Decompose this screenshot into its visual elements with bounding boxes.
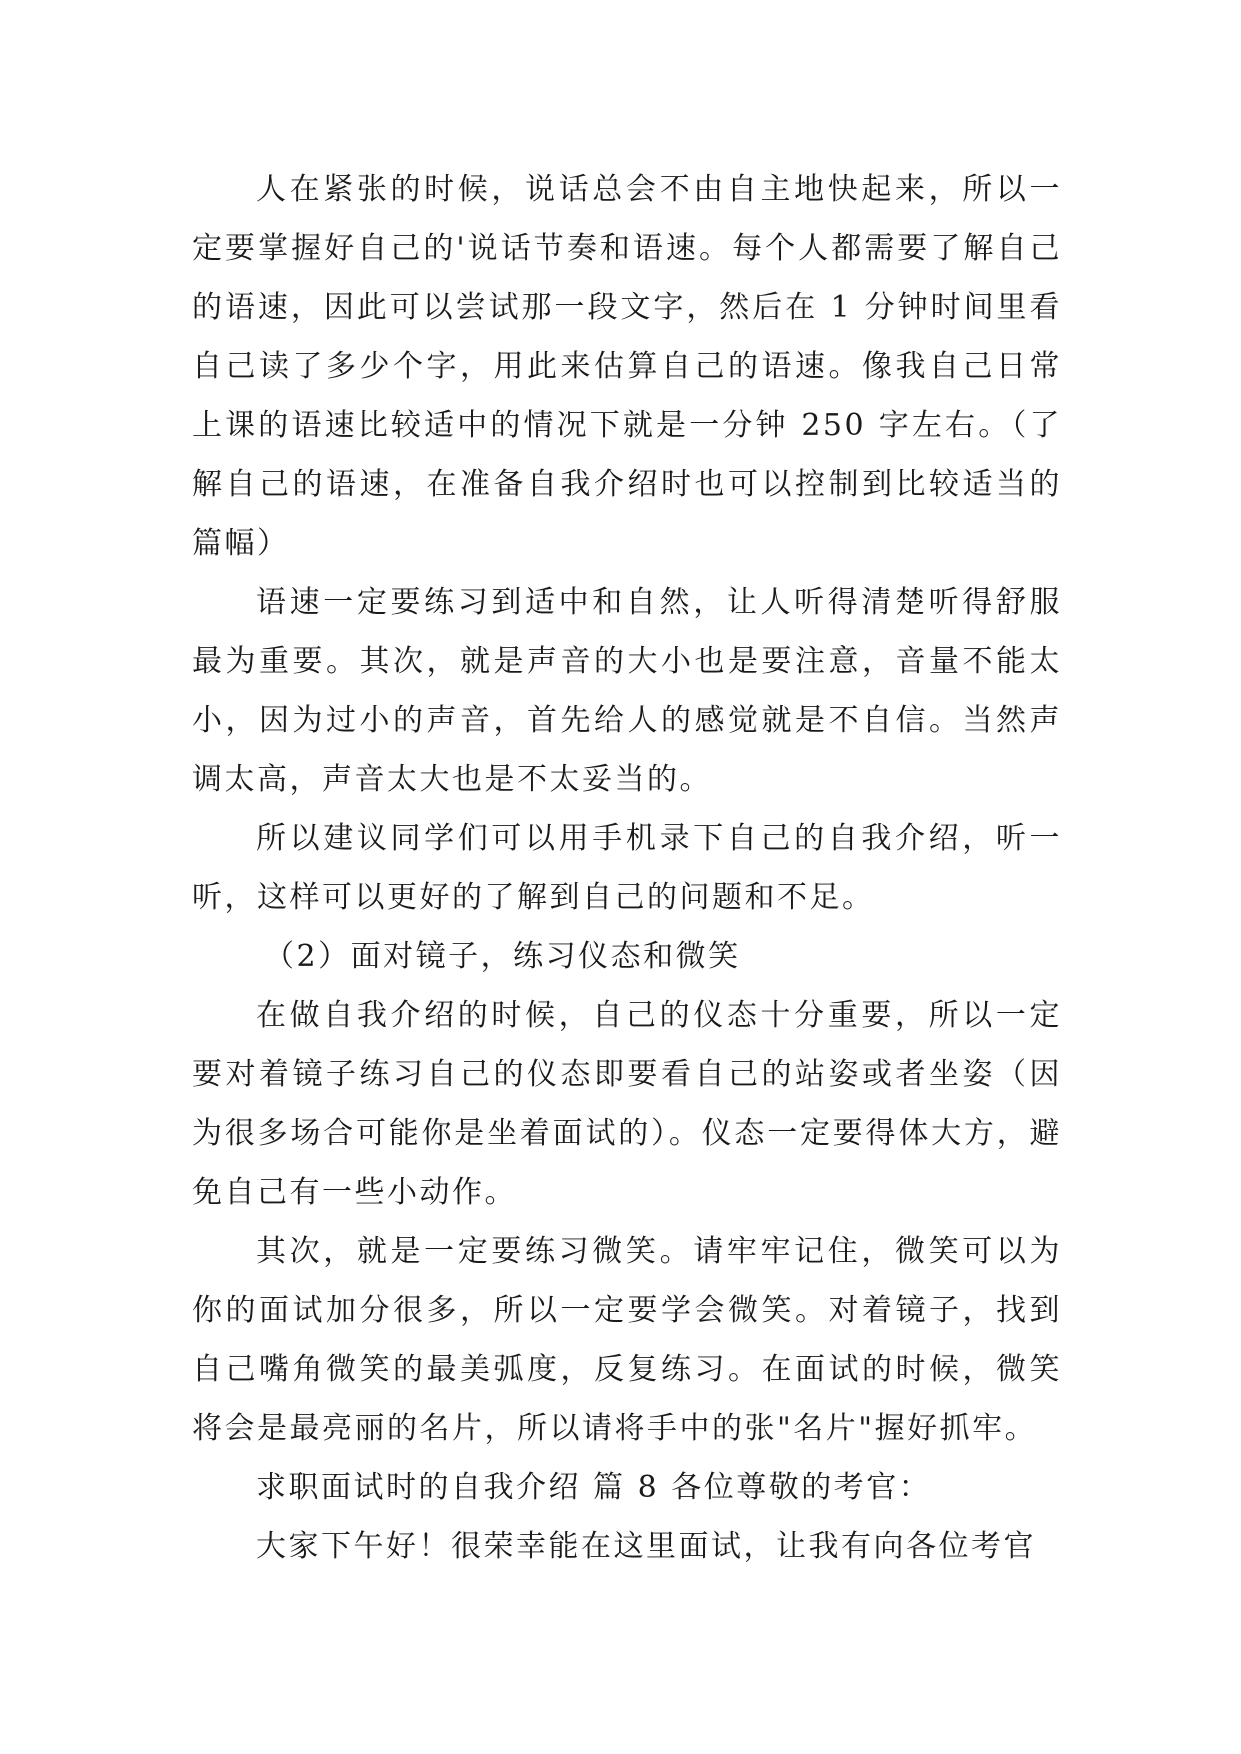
- paragraph-posture: 在做自我介绍的时候，自己的仪态十分重要，所以一定要对着镜子练习自己的仪态即要看自己的站姿或者坐姿（因为很多场合可能你是坐着面试的）。仪态一定要得体大方，避免自己有一些小动作。: [192, 998, 1062, 1210]
- section-subheading: （2）面对镜子，练习仪态和微笑: [264, 939, 741, 974]
- paragraph-greeting: 大家下午好！很荣幸能在这里面试，让我有向各位考官: [256, 1529, 1036, 1564]
- document-body: [192, 160, 1062, 1576]
- paragraph-volume: 语速一定要练习到适中和自然，让人听得清楚听得舒服最为重要。其次，就是声音的大小也是要注意，音量不能太小，因为过小的声音，首先给人的感觉就是不自信。当然声调太高，声音太大也是不太妥当的。: [192, 585, 1062, 797]
- paragraph-recording: 所以建议同学们可以用手机录下自己的自我介绍，听一听，这样可以更好的了解到自己的问题和不足。: [192, 821, 1062, 915]
- paragraph-section-title: 求职面试时的自我介绍 篇 8 各位尊敬的考官：: [256, 1470, 932, 1505]
- paragraph-smile: 其次，就是一定要练习微笑。请牢牢记住，微笑可以为你的面试加分很多，所以一定要学会微笑。对着镜子，找到自己嘴角微笑的最美弧度，反复练习。在面试的时候，微笑将会是最亮丽的名片，所以请将手中的张"名片"握好抓牢。: [192, 1234, 1062, 1446]
- paragraph-speech-rate: 人在紧张的时候，说话总会不由自主地快起来，所以一定要掌握好自己的'说话节奏和语速。每个人都需要了解自己的语速，因此可以尝试那一段文字，然后在 1 分钟时间里看自己读了多少个字，用此来估算自己的语速。像我自己日常上课的语速比较适中的情况下就是一分钟 250 字左右。（了解自己的语速，在准备自我介绍时也可以控制到比较适当的篇幅）: [192, 172, 1062, 561]
